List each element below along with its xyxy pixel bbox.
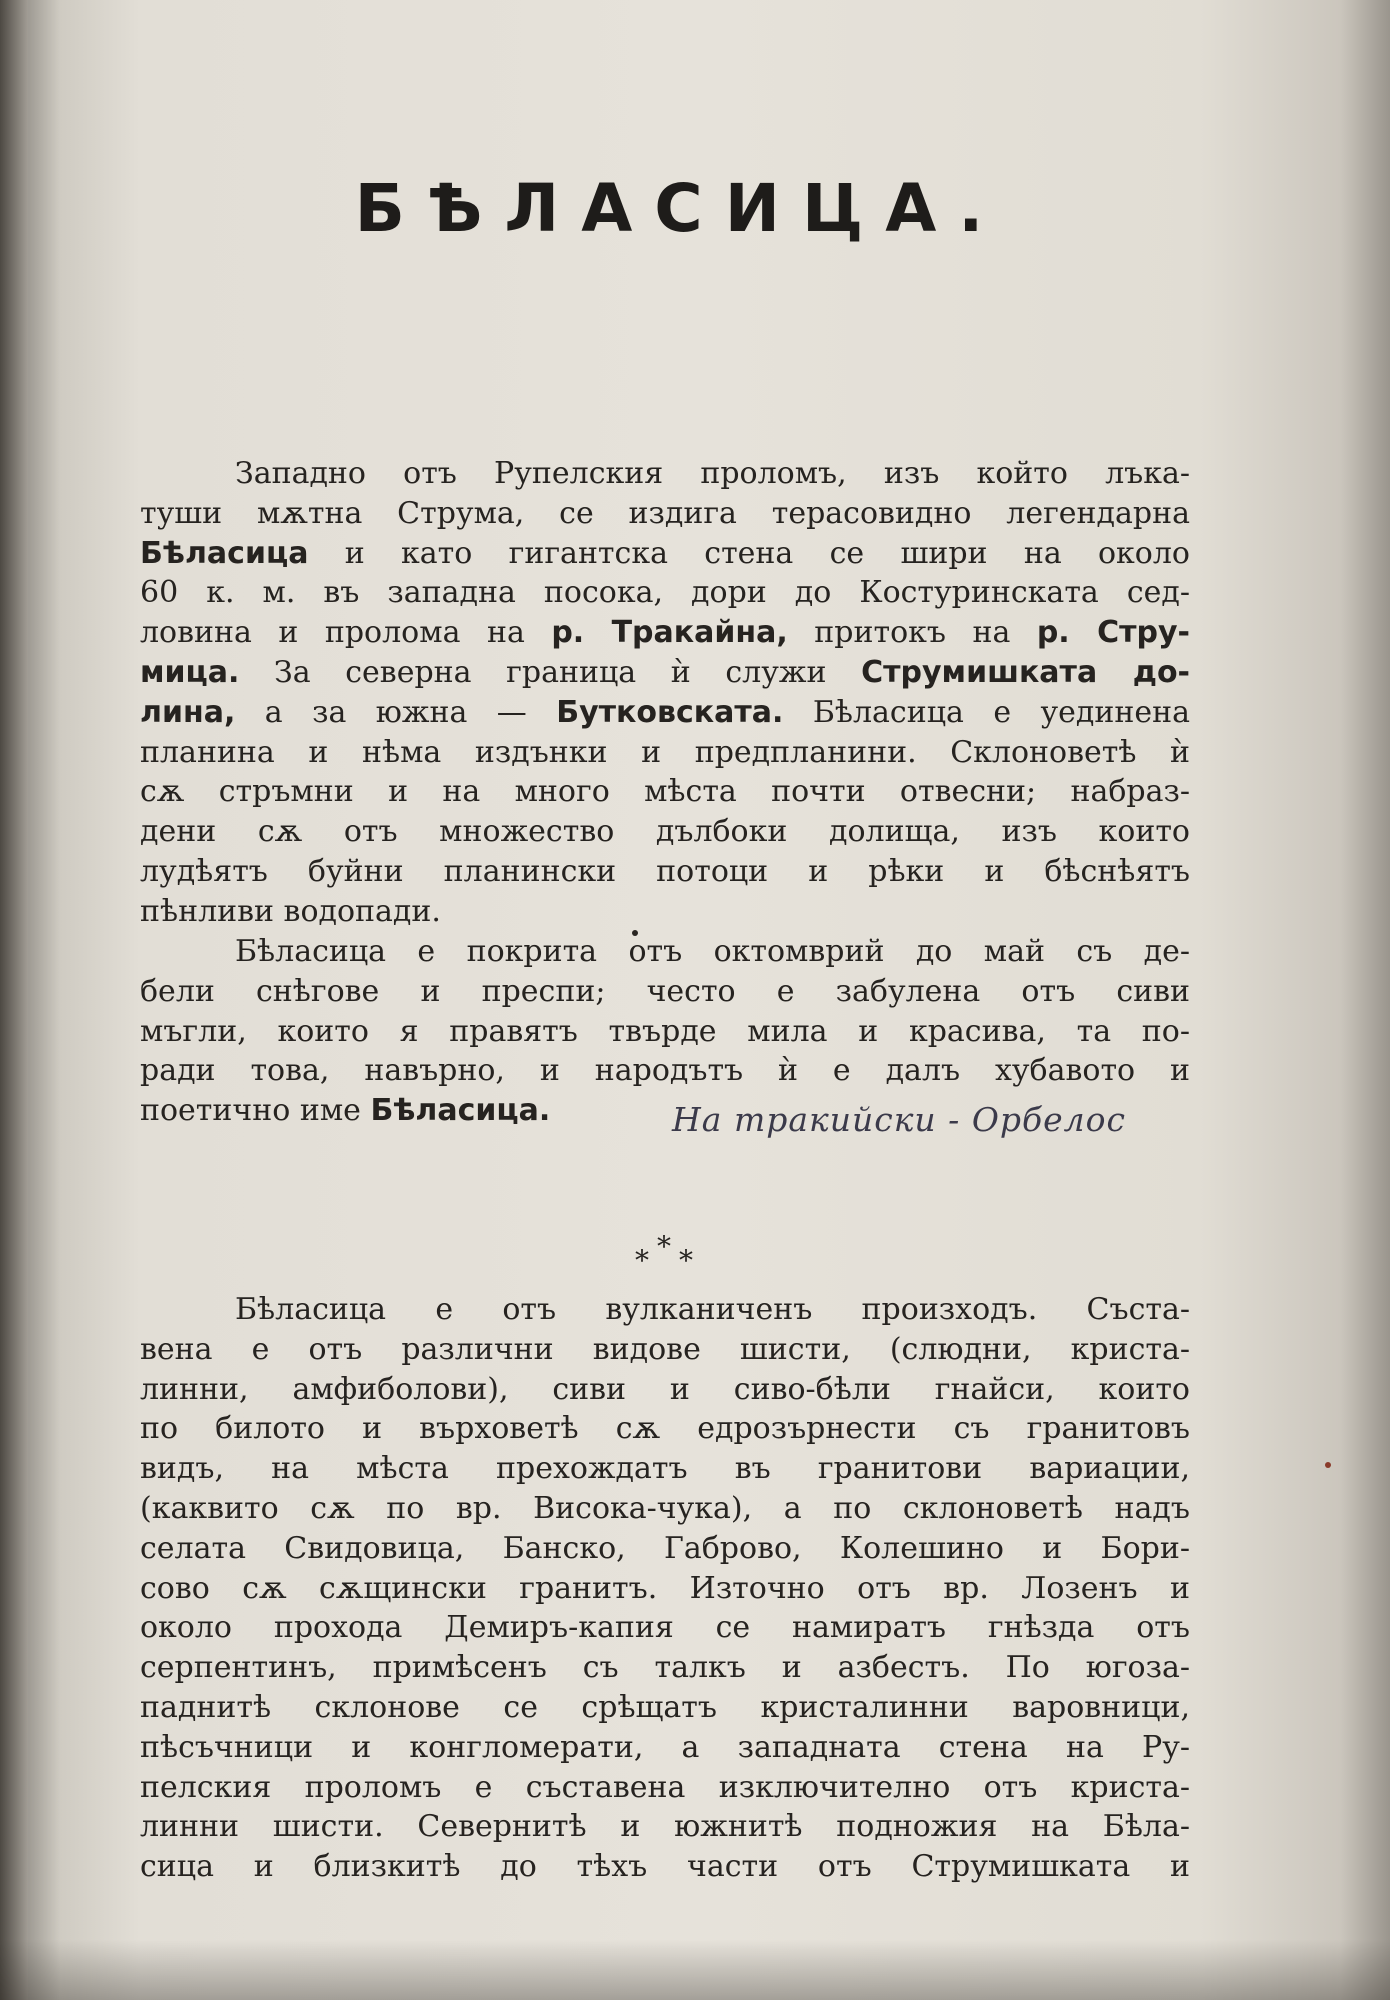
text-span: притокъ на — [787, 615, 1037, 651]
text-line: серпентинъ, примѣсенъ съ талкъ и азбестъ. По югоза- — [140, 1650, 1190, 1686]
bold-term: мица. — [140, 654, 240, 690]
text-line: (каквито сѫ по вр. Висока-чука), а по склоноветѣ надъ — [140, 1490, 1190, 1526]
text-line: сица и близкитѣ до тѣхъ части отъ Струмишката и — [140, 1849, 1190, 1885]
bold-term: Бутковската. — [556, 694, 784, 730]
text-span: Бѣласица е уединена — [783, 694, 1191, 730]
text-line: селата Свидовица, Банско, Габрово, Колешино и Бори- — [140, 1530, 1190, 1566]
bold-term: Бѣласица. — [370, 1093, 551, 1129]
text-line: мъгли, които я правятъ твърде мила и красива, та по- — [140, 1013, 1190, 1049]
text-line: туши мѫтна Струма, се издига терасовидно легендарна — [140, 495, 1190, 531]
bold-term: р. Стру- — [1036, 615, 1190, 651]
text-span: ловина и пролома на — [140, 615, 552, 651]
text-line: сово сѫ сѫщински гранитъ. Източно отъ вр. Лозенъ и — [140, 1570, 1190, 1606]
text-line: Западно отъ Рупелския проломъ, изъ който лъка- — [235, 456, 1190, 491]
paragraph-1 — [140, 454, 1190, 932]
text-line: планина и нѣма издънки и предпланини. Склоноветѣ ѝ — [140, 734, 1190, 770]
text-line: пѣнливи водопади. — [140, 893, 441, 929]
ink-speck — [1325, 1462, 1331, 1468]
text-line: видъ, на мѣста прехождатъ въ гранитови вариации, — [140, 1451, 1190, 1487]
text-line: 60 к. м. въ западна посока, дори до Костуринската сед- — [140, 575, 1190, 611]
text-line — [140, 534, 1190, 574]
text-span: а за южна — — [235, 694, 557, 730]
text-line — [140, 653, 1190, 693]
bold-term: Бѣласица — [140, 535, 309, 571]
text-line: сѫ стръмни и на много мѣста почти отвесни; набраз- — [140, 774, 1190, 810]
asterisk: * — [679, 1244, 693, 1277]
text-span: поетично име — [140, 1093, 371, 1129]
bold-term: лина, — [140, 694, 236, 730]
text-line: линни шисти. Севернитѣ и южнитѣ подножия на Бѣла- — [140, 1809, 1190, 1845]
page-bottom-shadow — [0, 1940, 1390, 2000]
asterisk: * — [657, 1230, 671, 1263]
page-title: БѢЛАСИЦА. — [354, 170, 1006, 247]
text-line — [140, 693, 1190, 733]
text-line: вена е отъ различни видове шисти, (слюдни, криста- — [140, 1331, 1190, 1367]
text-line: бели снѣгове и преспи; често е забулена отъ сиви — [140, 973, 1190, 1009]
text-line: лудѣятъ буйни планински потоци и рѣки и бѣснѣятъ — [140, 853, 1190, 889]
text-line: линни, амфиболови), сиви и сиво-бѣли гнайси, които — [140, 1371, 1190, 1407]
text-line — [140, 613, 1190, 653]
text-line: Бѣласица е покрита отъ октомврий до май съ де- — [235, 934, 1190, 969]
text-line: паднитѣ склонове се срѣщатъ кристалинни варовници, — [140, 1689, 1190, 1725]
text-line: ради това, навърно, и народътъ ѝ е далъ хубавото и — [140, 1053, 1190, 1089]
handwritten-annotation: На тракийски - Орбелос — [672, 1100, 1127, 1139]
paragraph-3 — [140, 1290, 1190, 1887]
text-line: пелския проломъ е съставена изключително отъ криста- — [140, 1769, 1190, 1805]
text-line: пѣсъчници и конгломерати, а западната стена на Ру- — [140, 1729, 1190, 1765]
asterism-separator — [625, 1230, 705, 1277]
text-line: дени сѫ отъ множество дълбоки долища, изъ които — [140, 814, 1190, 850]
text-line: около прохода Демиръ-капия се намиратъ гнѣзда отъ — [140, 1610, 1190, 1646]
text-span: За северна граница ѝ служи — [239, 654, 862, 690]
bold-term: Струмишката до- — [861, 654, 1191, 690]
page-binding-edge — [0, 0, 28, 2000]
text-span: и като гигантска стена се шири на около — [308, 535, 1190, 571]
text-line: по билото и върховетѣ сѫ едрозърнести съ гранитовъ — [140, 1411, 1190, 1447]
asterisk: * — [635, 1244, 649, 1277]
text-line: Бѣласица е отъ вулканиченъ произходъ. Съста- — [235, 1292, 1190, 1327]
bold-term: р. Тракайна, — [551, 615, 788, 651]
